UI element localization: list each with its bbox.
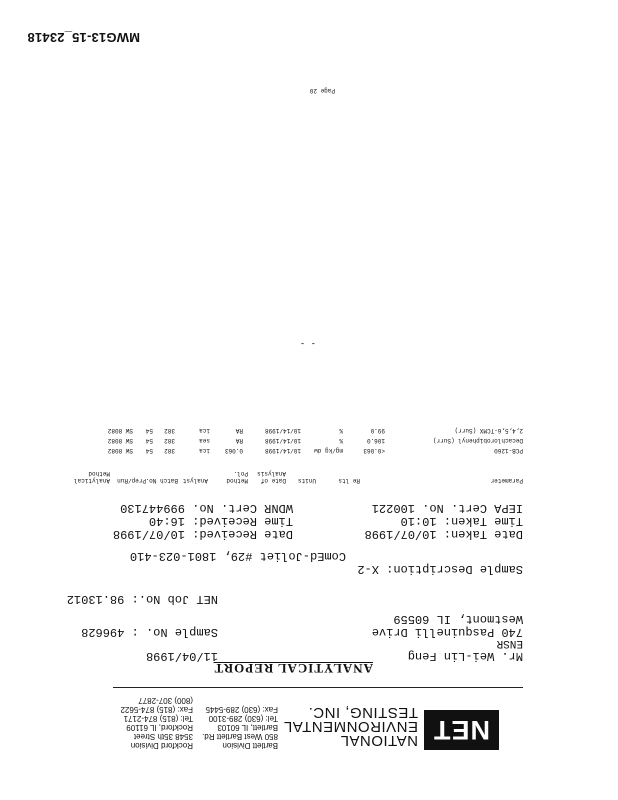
report-title: ANALYTICAL REPORT [213,661,373,676]
table-header-units: Units [297,477,316,484]
time-taken-value: 10:10 [400,514,437,528]
date-received-label: Date Received: [192,527,293,541]
recipient-name: Mr. Wei-Lin Feng [407,649,523,663]
division-line: Bartlett, IL 60103 [217,723,278,732]
date-taken-value: 10/07/1998 [364,527,437,541]
table-header-method: Method Pol. [226,470,248,484]
cell-analytical-method: SW 8082 [107,427,133,434]
iepa-cert [372,501,523,514]
time-received-value: 16:40 [148,514,185,528]
division-line: Bartlett Division [222,741,278,750]
net-logo: NET [424,710,499,750]
division-line: Tel: (815) 874-2171 [123,714,193,723]
sample-description-label: Sample Description: [386,562,523,576]
cell-prep: 54 [145,447,153,454]
cell-result: <0.063 [363,447,385,454]
division-line: (800) 307-2877 [138,696,193,705]
time-taken [401,514,523,527]
company-name [283,705,418,747]
time-received [149,514,293,527]
company-name-line: ENVIRONMENTAL [283,718,418,735]
cell-analyst: sea [199,437,210,444]
cell-analytical-method: SW 8082 [107,437,133,444]
cell-analyst: ica [199,427,210,434]
bartlett-division-address [202,705,278,750]
division-line: Tel: (630) 289-3100 [208,714,278,723]
cell-date: 10/14/1998 [264,437,301,444]
division-line: 3548 35th Street [133,732,193,741]
table-header-date: Date of Analysis [257,470,286,484]
date-taken [365,527,523,540]
report-date: 11/04/1998 [145,649,218,663]
date-received [113,527,293,540]
iepa-cert-value: 100221 [371,501,415,515]
cell-parameter: Decachlorobiphenyl (Surr) [432,437,523,444]
cell-units: mg/kg dw [314,447,343,454]
recipient-company: ENSR [496,637,523,649]
time-taken-label: Time Taken: [443,514,523,528]
division-line: Fax: (815) 874-5622 [120,705,193,714]
sample-number-label: Sample No. [145,625,218,639]
rockford-division-address [121,696,194,750]
date-received-value: 10/07/1998 [112,527,185,541]
wdnr-cert [120,501,293,514]
iepa-cert-label: IEPA Cert. No. [422,501,523,515]
recipient-city: Westmont, IL 60559 [393,612,523,626]
center-mark: - - [299,338,316,348]
cell-parameter: 2,4,5,6-TCMX (Surr) [454,427,523,434]
cell-analytical-method: SW 8082 [107,447,133,454]
cell-method-pol: RA [235,437,243,444]
wdnr-cert-label: WDNR Cert. No. [192,501,293,515]
sample-location: ComEd-Joliet #29, 1801-023-410 [129,549,346,563]
net-job-value: 98.13012 [66,592,125,606]
wdnr-cert-value: 999447130 [120,501,185,515]
cell-analyst: ica [199,447,210,454]
net-job-label: NET Job No.: [131,592,218,606]
letterhead-divider [113,687,523,688]
cell-batch: 382 [164,447,175,454]
table-header-analytical: Analytical Method [73,470,110,484]
cell-result: 99.0 [370,427,385,434]
table-header-prep: Prep/Run [117,477,146,484]
division-line: Fax: (630) 289-5445 [205,705,278,714]
net-job-number [67,592,218,605]
cell-date: 10/14/1998 [264,447,301,454]
date-taken-label: Date Taken: [443,527,523,541]
table-header-analyst: Analyst [182,477,208,484]
cell-method-pol: RA [235,427,243,434]
division-line: 850 West Bartlett Rd. [202,732,278,741]
table-header-result: Re lts [338,477,360,484]
cell-method-pol: 0.063 [224,447,243,454]
cell-result: 106.0 [366,437,385,444]
division-line: Rockford Division [130,741,193,750]
bates-number: MWG13-15_23418 [27,30,140,45]
time-received-label: Time Received: [192,514,293,528]
company-name-line: NATIONAL [340,732,418,749]
table-header-batch: Batch No. [145,477,178,484]
sample-number: Sample No. : 496628 [81,625,218,639]
division-line: Rockford, IL 61109 [126,723,193,732]
cell-parameter: PCB-1260 [494,447,523,454]
sample-number-value: 496628 [81,625,125,639]
cell-batch: 382 [164,427,175,434]
cell-units: % [339,427,343,434]
cell-units: % [339,437,343,444]
cell-date: 10/14/1998 [264,427,301,434]
company-name-line: TESTING, INC. [308,704,418,721]
cell-batch: 382 [164,437,175,444]
cell-prep: 54 [145,427,153,434]
table-header-parameter: Parameter [490,477,523,484]
page-number: Page 20 [309,87,335,94]
sample-description-value: X-2 [357,562,379,576]
cell-prep: 54 [145,437,153,444]
recipient-street: 740 Pasquinelli Drive [371,625,523,639]
sample-description [357,562,523,575]
